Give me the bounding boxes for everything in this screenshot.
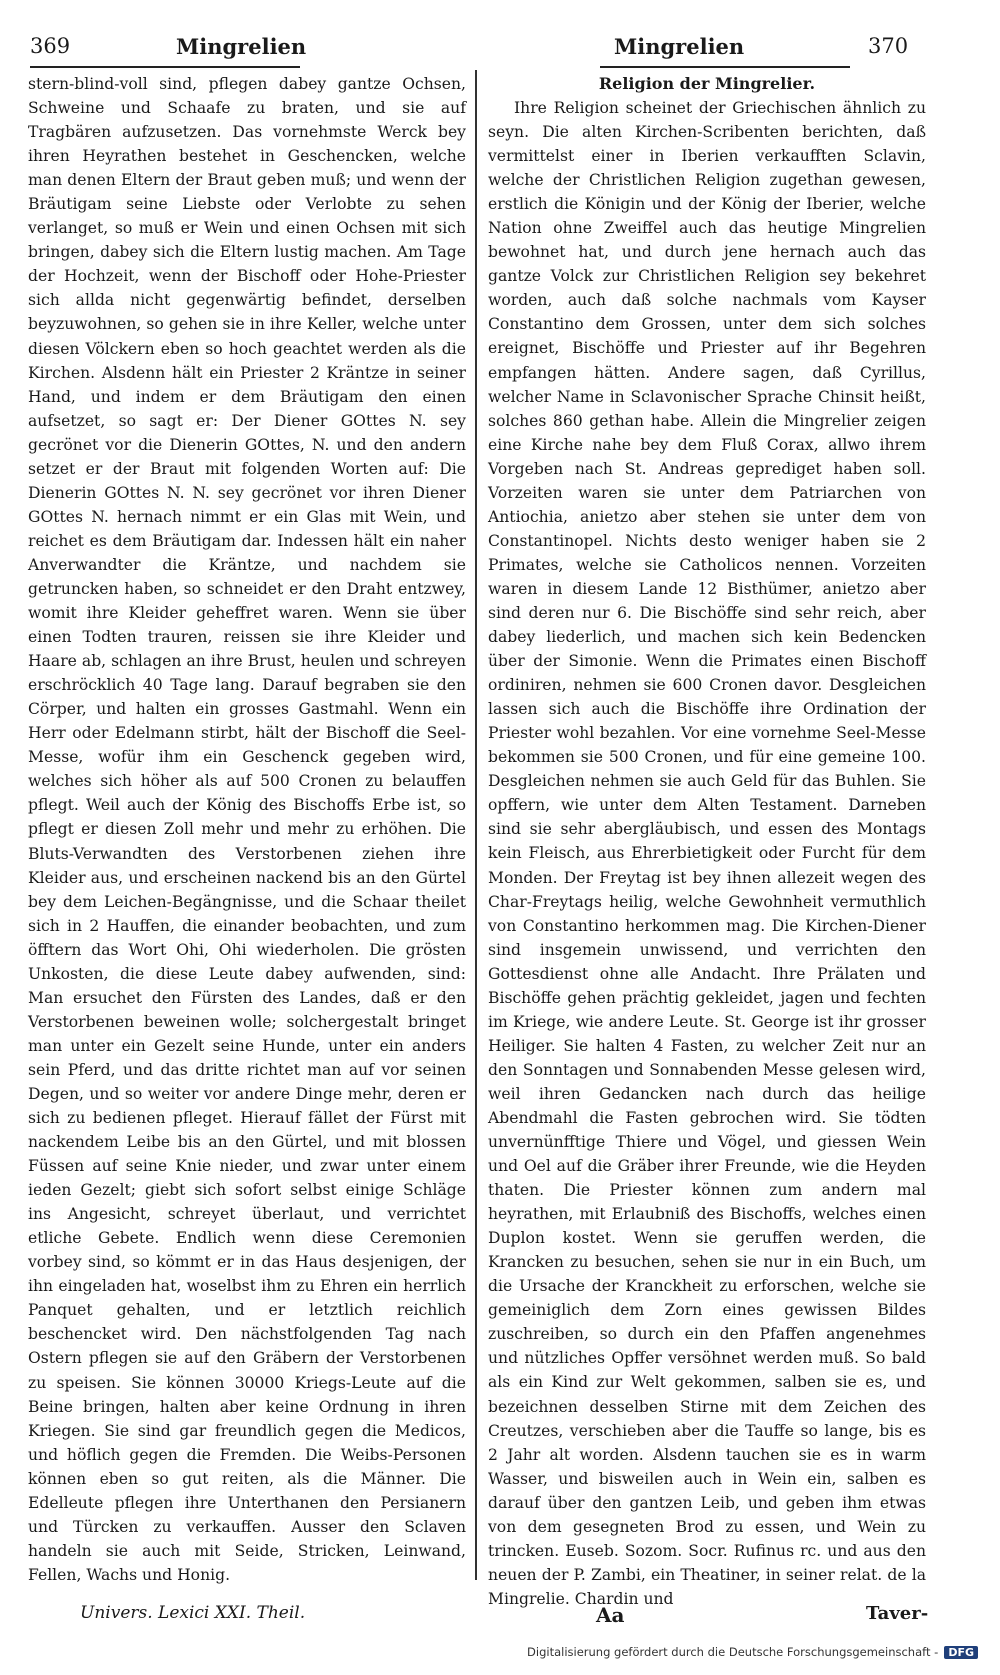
right-header-rule [600, 66, 850, 68]
left-page-number: 369 [30, 34, 71, 58]
credit-text: Digitalisierung gefördert durch die Deutsche Forschungsgemeinschaft - [527, 1645, 939, 1659]
right-running-title: Mingrelien [614, 34, 745, 59]
right-column [488, 72, 926, 1611]
right-paragraph: Ihre Religion scheinet der Griechischen ähnlich zu seyn. Die alten Kirchen-Scribenten berichten, daß vermittelst einer in Iberien verkaufften Sclavin, welche der Christlichen Religion zugethan gewesen, erstlich die Königin und der König der Iberier, welche Nation ohne Zweiffel auch das heutige Mingrelien bewohnet hat, und durch jene hernach auch das gantze Volck zur Christlichen Religion sey bekehret worden, auch daß solche nachmals vom Kayser Constantino dem Grossen, unter dem sich solches ereignet, Bischöffe und Priester auf ihr Begehren empfangen hätten. Andere sagen, daß Cyrillus, welcher Name in Sclavonischer Sprache Chinsit heißt, solches 860 gethan habe. Allein die Mingrelier zeigen eine Kirche nahe bey dem Fluß Corax, allwo ihrem Vorgeben nach St. Andreas geprediget haben soll. Vorzeiten waren sie unter dem Patriarchen von Antiochia, anietzo aber stehen sie unter dem von Constantinopel. Nichts desto weniger haben sie 2 Primates, welche sie Catholicos nennen. Vorzeiten waren in diesem Lande 12 Bisthümer, anietzo aber sind deren nur 6. Die Bischöffe sind sehr reich, aber dabey liederlich, und machen sich kein Bedencken über der Simonie. Wenn die Primates einen Bischoff ordiniren, nehmen sie 600 Cronen davor. Desgleichen lassen sich auch die Bischöffe ihre Ordination der Priester wohl bezahlen. Vor eine vornehme Seel-Messe bekommen sie 500 Cronen, und für eine gemeine 100. Desgleichen nehmen sie auch Geld für das Buhlen. Sie opffern, wie unter dem Alten Testament. Darneben sind sie sehr abergläubisch, und essen des Montags kein Fleisch, aus Ehrerbietigkeit oder Furcht für dem Monden. Der Freytag ist bey ihnen allezeit wegen des Char-Freytags heilig, welche Gewohnheit vermuthlich von Constantino herkommen mag. Die Kirchen-Diener sind insgemein unwissend, und verrichten den Gottesdienst ohne alle Andacht. Ihre Prälaten und Bischöffe gehen prächtig gekleidet, jagen und fechten im Kriege, wie andere Leute. St. George ist ihr grosser Heiliger. Sie halten 4 Fasten, zu welcher Zeit nur an den Sonntagen und Sonnabenden Messe gelesen wird, weil ihren Gedancken nach durch das heilige Abendmahl die Fasten gebrochen wird. Sie tödten unvernünfftige Thiere und Vögel, und giessen Wein und Oel auf die Gräber ihrer Freunde, wie die Heyden thaten. Die Priester können zum andern mal heyrathen, mit Erlaubniß des Bischoffs, welches einen Duplon kostet. Wenn sie geruffen werden, die Krancken zu besuchen, sehen sie nur in ein Buch, um die Ursache der Kranckheit zu erforschen, welche sie gemeiniglich dem Zorn eines gewissen Bildes zuschreiben, so durch ein den Pfaffen angenehmes und nützliches Opffer versöhnet werden muß. So bald als ein Kind zur Welt gekommen, salben sie es, und bezeichnen desselben Stirne mit dem Zeichen des Creutzes, verschieben aber die Tauffe so lange, bis es 2 Jahr alt worden. Alsdenn tauchen sie es in warm Wasser, und bisweilen auch in Wein ein, salben es darauf über den gantzen Leib, und geben ihm etwas von dem gesegneten Brod zu essen, und Wein zu trincken. Euseb. Sozom. Socr. Rufinus rc. und aus den neuen der P. Zambi, ein Theatiner, in seiner relat. de la Mingrelie. Chardin und [488, 99, 926, 1608]
signature-line: Univers. Lexici XXI. Theil. [80, 1603, 306, 1623]
section-title: Religion der Mingrelier. [598, 74, 816, 93]
column-divider [475, 70, 477, 1580]
left-header-rule [30, 66, 300, 68]
catchword: Taver- [866, 1603, 929, 1624]
right-page-number: 370 [868, 34, 909, 58]
dfg-logo-badge: DFG [944, 1646, 978, 1659]
left-running-title: Mingrelien [176, 34, 307, 59]
quire-mark: Aa [596, 1603, 625, 1627]
left-paragraph: stern-blind-voll sind, pflegen dabey gantze Ochsen, Schweine und Schaafe zu braten, und sie auf Tragbären aufzusetzen. Das vornehmste Werck bey ihren Heyrathen bestehet in Geschencken, welche man denen Eltern der Braut geben muß; und wenn der Bräutigam seine Liebste oder Verlobte zu sehen verlanget, so muß er Wein und einen Ochsen mit sich bringen, dabey sich die Eltern lustig machen. Am Tage der Hochzeit, wenn der Bischoff oder Hohe-Priester sich allda nicht gegenwärtig befindet, derselben beyzuwohnen, so gehen sie in ihre Keller, welche unter diesen Völckern eben so hoch geachtet werden als die Kirchen. Alsdenn hält ein Priester 2 Kräntze in seiner Hand, und indem er dem Bräutigam den einen aufsetzet, so sagt er: Der Diener GOttes N. sey gecrönet vor die Dienerin GOttes, N. und den andern setzet er der Braut mit folgenden Worten auf: Die Dienerin GOttes N. N. sey gecrönet vor ihren Diener GOttes N. hernach nimmt er ein Glas mit Wein, und reichet es dem Bräutigam dar. Indessen hält ein naher Anverwandter die Kräntze, und nachdem sie getruncken haben, so schneidet er den Draht entzwey, womit ihre Kleider geheffret waren. Wenn sie über einen Todten trauren, reissen sie ihre Kleider und Haare ab, schlagen an ihre Brust, heulen und schreyen erschröcklich 40 Tage lang. Darauf begraben sie den Cörper, und halten ein grosses Gastmahl. Wenn ein Herr oder Edelmann stirbt, hält der Bischoff die Seel-Messe, wofür ihm ein Geschenck gegeben wird, welches sich höher als auf 500 Cronen zu belauffen pflegt. Weil auch der König des Bischoffs Erbe ist, so pflegt er diesen Zoll mehr und mehr zu erhöhen. Die Bluts-Verwandten des Verstorbenen ziehen ihre Kleider aus, und erscheinen nackend bis an den Gürtel bey dem Leichen-Begängnisse, und die Schaar theilet sich in 2 Hauffen, die einander beobachten, und zum öfftern das Wort Ohi, Ohi wiederholen. Die grösten Unkosten, die diese Leute dabey aufwenden, sind: Man ersuchet den Fürsten des Landes, daß er den Verstorbenen beweinen wolle; solchergestalt bringet man unter ein Gezelt seine Hunde, unter ein anders sein Pferd, und das dritte richtet man auf vor seinen Degen, und so weiter vor andere Dinge mehr, deren er sich zu bedienen pfleget. Hierauf fället der Fürst mit nackendem Leibe bis an den Gürtel, und mit blossen Füssen auf seine Knie nieder, und zwar unter einem ieden Gezelt; giebt sich sofort selbst einige Schläge ins Angesicht, schreyet überlaut, und verrichtet etliche Gebete. Endlich wenn diese Ceremonien vorbey sind, so kömmt er in das Haus desjenigen, der ihn eingeladen hat, woselbst ihm zu Ehren ein herrlich Panquet gehalten, und er letztlich reichlich beschencket wird. Den nächstfolgenden Tag nach Ostern pflegen sie auf den Gräbern der Verstorbenen zu speisen. Sie können 30000 Kriegs-Leute auf die Beine bringen, halten aber keine Ordnung in ihren Kriegen. Sie sind gar freundlich gegen die Medicos, und höflich gegen die Fremden. Die Weibs-Personen können eben so gut reiten, als die Männer. Die Edelleute pflegen ihre Unterthanen den Persianern und Türcken zu verkauffen. Ausser den Sclaven handeln sie auch mit Seide, Stricken, Leinwand, Fellen, Wachs und Honig. [28, 75, 466, 1584]
digitization-credit [527, 1645, 978, 1659]
left-column [28, 72, 466, 1587]
